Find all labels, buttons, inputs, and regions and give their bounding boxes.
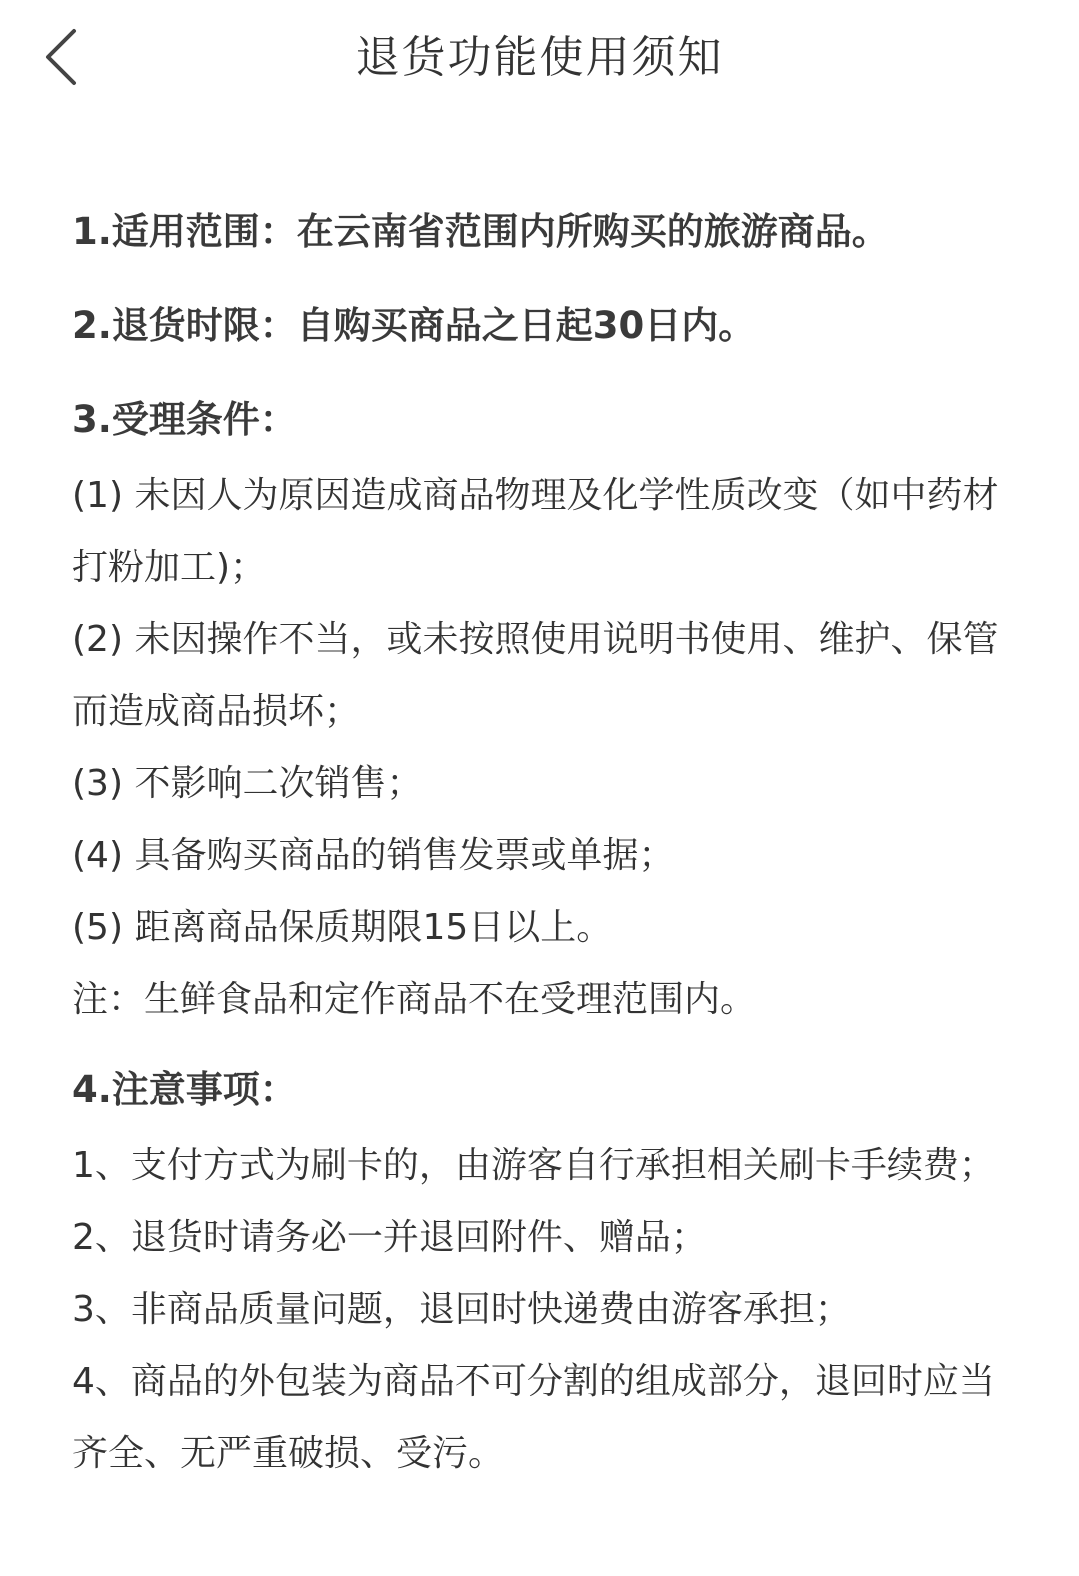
- scope-heading: 1.适用范围：在云南省范围内所购买的旅游商品。: [72, 210, 889, 253]
- conditions-heading: 3.受理条件：: [72, 398, 297, 441]
- notice-item: 2、退货时请务必一并退回附件、赠品；: [72, 1217, 707, 1258]
- condition-item: (5) 距离商品保质期限15日以上。: [72, 907, 613, 948]
- notice-item: 3、非商品质量问题，退回时快递费由游客承担；: [72, 1289, 851, 1330]
- notices-heading: 4.注意事项：: [72, 1068, 297, 1111]
- condition-item: (4) 具备购买商品的销售发票或单据；: [72, 835, 675, 876]
- condition-item: (1) 未因人为原因造成商品物理及化学性质改变（如中药材打粉加工)；: [72, 475, 999, 588]
- condition-note: 注：生鲜食品和定作商品不在受理范围内。: [72, 979, 757, 1020]
- notice-item: 1、支付方式为刷卡的，由游客自行承担相关刷卡手续费；: [72, 1145, 995, 1186]
- condition-item: (2) 未因操作不当，或未按照使用说明书使用、维护、保管而造成商品损坏；: [72, 619, 999, 732]
- page-title: 退货功能使用须知: [355, 32, 724, 83]
- notice-content: [72, 200, 1002, 1490]
- time-limit-heading: 2.退货时限：自购买商品之日起30日内。: [72, 304, 756, 347]
- notice-item: 4、商品的外包装为商品不可分割的组成部分，退回时应当齐全、无严重破损、受污。: [72, 1361, 995, 1474]
- header-bar: [0, 0, 1079, 120]
- condition-item: (3) 不影响二次销售；: [72, 763, 423, 804]
